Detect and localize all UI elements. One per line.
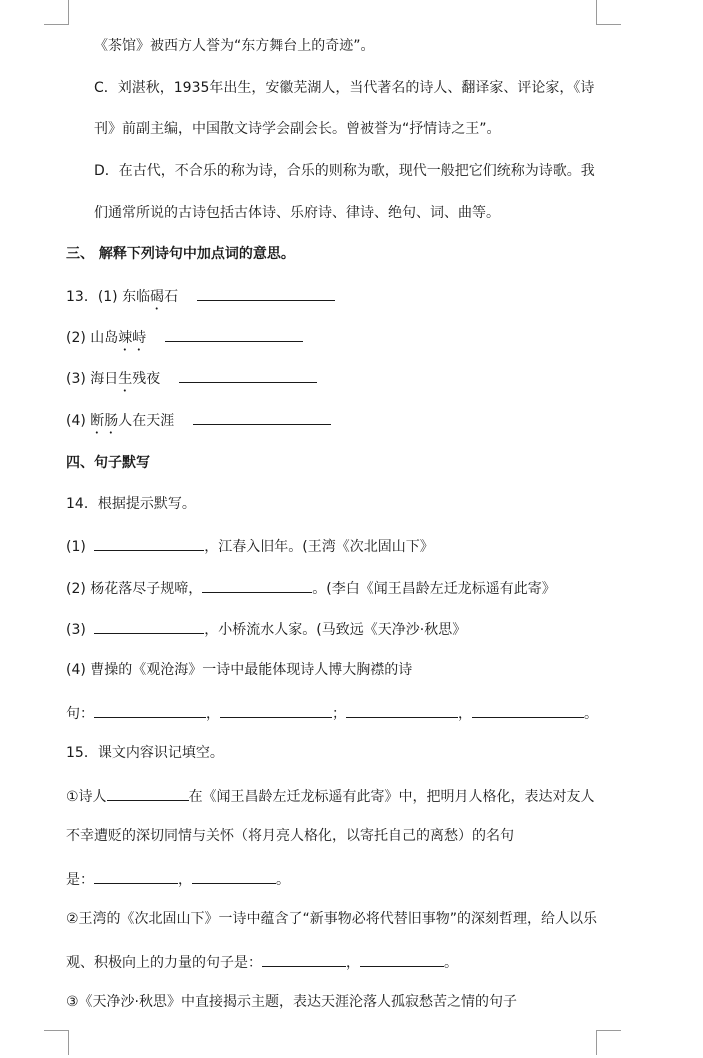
separator: ， (178, 872, 192, 888)
separator: ， (346, 955, 360, 971)
question-15-part-1-line-3 (66, 868, 290, 890)
item-suffix: 人在天涯 (118, 413, 175, 429)
item-suffix: 残夜 (132, 371, 161, 387)
question-14-item-1 (66, 535, 434, 557)
corner-mark-top-right (596, 0, 621, 25)
item-prefix: (3) 海日 (66, 371, 119, 387)
item-prefix: 句： (66, 706, 94, 722)
dotted-word: 生 (118, 371, 133, 387)
question-14-stem: 14．根据提示默写。 (66, 496, 196, 512)
item-prefix: (2) 山岛 (66, 330, 119, 346)
item-suffix: 。(李白《闻王昌龄左迁龙标遥有此寄》 (312, 581, 556, 597)
dotted-word: 断肠 (90, 413, 119, 429)
section-4-title: 四、句子默写 (66, 455, 150, 471)
question-15-part-2-line-2 (66, 951, 458, 973)
end-mark: 。 (444, 955, 458, 971)
end-mark: 。 (584, 706, 598, 722)
item-prefix: (4) (66, 413, 91, 429)
item-prefix: 13．(1) 东临 (66, 289, 151, 305)
question-14-item-4-answer-line (66, 702, 598, 724)
question-14-item-4: (4) 曹操的《观沧海》一诗中最能体现诗人博大胸襟的诗 (66, 662, 413, 678)
item-suffix: ，小桥流水人家。(马致远《天净沙·秋思》 (204, 622, 467, 638)
answer-blank[interactable] (346, 702, 458, 718)
answer-blank[interactable] (179, 367, 317, 383)
question-13-item-1 (66, 285, 335, 313)
answer-blank[interactable] (197, 285, 335, 301)
answer-blank[interactable] (94, 535, 204, 551)
option-c-line: C．刘湛秋，1935年出生，安徽芜湖人，当代著名的诗人、翻译家、评论家，《诗 (94, 80, 595, 96)
question-13-item-3 (66, 367, 317, 395)
answer-blank[interactable] (94, 702, 206, 718)
answer-blank[interactable] (107, 785, 189, 801)
item-prefix: (1) (66, 539, 91, 555)
item-suffix: 石 (164, 289, 179, 305)
end-mark: 。 (276, 872, 290, 888)
answer-blank[interactable] (202, 577, 312, 593)
text-line: 《茶馆》被西方人誉为“东方舞台上的奇迹”。 (94, 38, 375, 54)
answer-blank[interactable] (360, 951, 444, 967)
item-prefix: ①诗人 (66, 789, 107, 805)
option-d-line: D．在古代，不合乐的称为诗，合乐的则称为歌，现代一般把它们统称为诗歌。我 (94, 163, 595, 179)
question-13-item-4 (66, 409, 331, 437)
separator: ； (332, 706, 346, 722)
item-prefix: 观、积极向上的力量的句子是： (66, 955, 262, 971)
section-3-title: 三、 解释下列诗句中加点词的意思。 (66, 246, 295, 262)
corner-mark-bottom-left (44, 1030, 69, 1055)
dotted-word: 竦峙 (118, 330, 147, 346)
answer-blank[interactable] (220, 702, 332, 718)
text-line: 刊》前副主编，中国散文诗学会副会长。曾被誉为“抒情诗之王”。 (94, 121, 501, 137)
answer-blank[interactable] (94, 618, 204, 634)
answer-blank[interactable] (262, 951, 346, 967)
answer-blank[interactable] (472, 702, 584, 718)
item-prefix: (2) 杨花落尽子规啼， (66, 581, 203, 597)
question-15-part-1-line-2: 不幸遭贬的深切同情与关怀（将月亮人格化，以寄托自己的离愁）的名句 (66, 828, 514, 844)
item-prefix: (3) (66, 622, 91, 638)
item-prefix: 是： (66, 872, 94, 888)
corner-mark-bottom-right (596, 1030, 621, 1055)
question-14-item-2 (66, 577, 556, 599)
question-14-item-3 (66, 618, 466, 640)
answer-blank[interactable] (193, 409, 331, 425)
separator: ， (458, 706, 472, 722)
question-15-part-3-line-1: ③《天净沙·秋思》中直接揭示主题，表达天涯沦落人孤寂愁苦之情的句子 (66, 994, 517, 1010)
answer-blank[interactable] (192, 868, 276, 884)
separator: ， (206, 706, 220, 722)
dotted-word: 碣 (150, 289, 165, 305)
item-suffix: ，江春入旧年。(王湾《次北固山下》 (204, 539, 434, 555)
answer-blank[interactable] (94, 868, 178, 884)
question-15-part-2-line-1: ②王湾的《次北固山下》一诗中蕴含了“新事物必将代替旧事物”的深刻哲理，给人以乐 (66, 911, 598, 927)
question-13-item-2 (66, 326, 303, 354)
text-line: 们通常所说的古诗包括古体诗、乐府诗、律诗、绝句、词、曲等。 (94, 205, 500, 221)
corner-mark-top-left (44, 0, 69, 25)
question-15-part-1-line-1 (66, 785, 595, 807)
question-15-stem: 15．课文内容识记填空。 (66, 745, 224, 761)
item-suffix: 在《闻王昌龄左迁龙标遥有此寄》中，把明月人格化，表达对友人 (188, 789, 595, 805)
answer-blank[interactable] (165, 326, 303, 342)
